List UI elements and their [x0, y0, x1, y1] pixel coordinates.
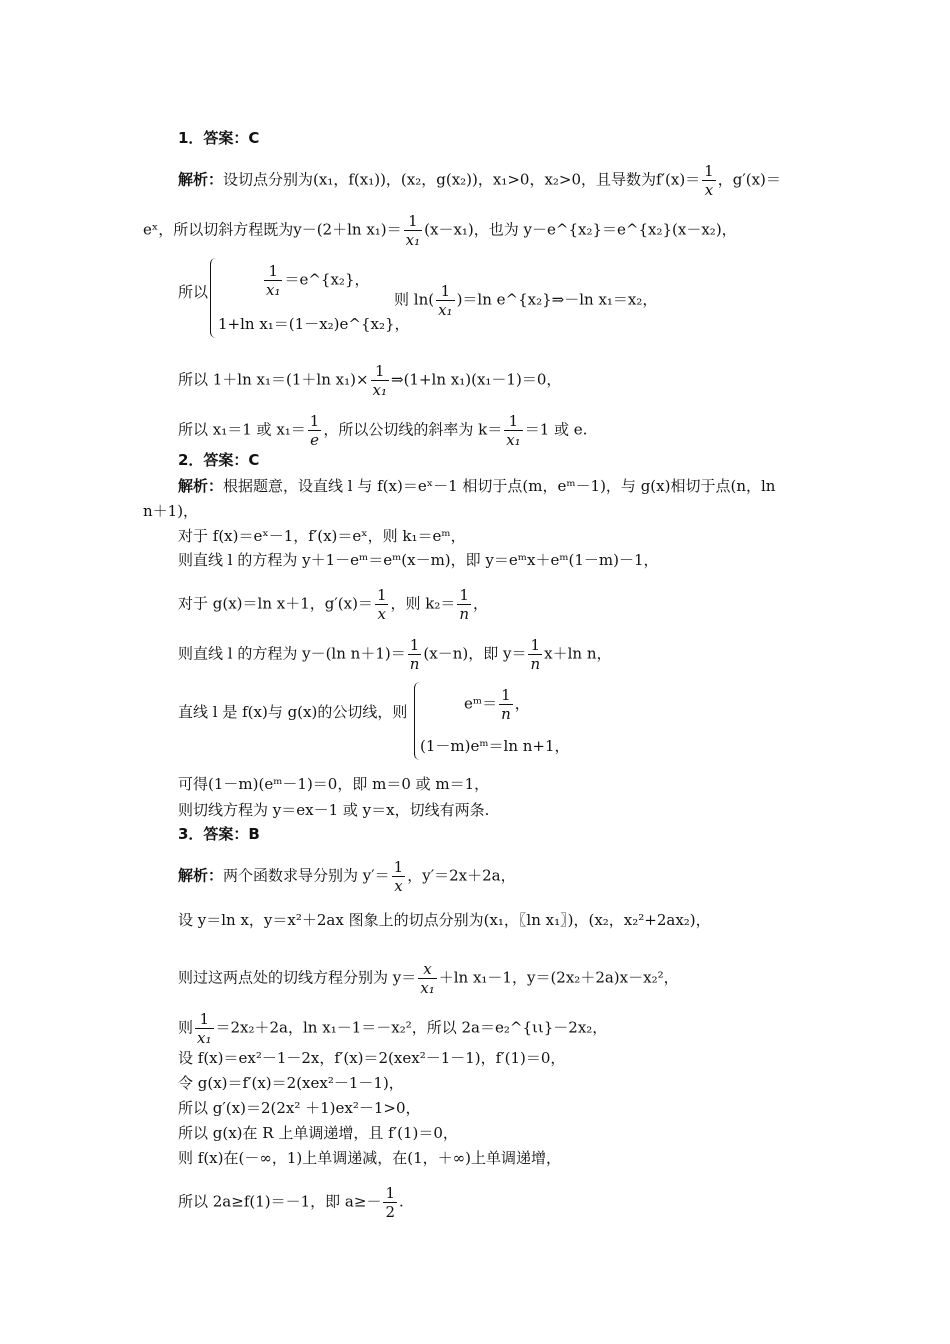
fraction: $\frac{1}{n}$: [501, 686, 511, 723]
q2-line5-text: 对于 g(x)＝ln x＋1，g′(x)＝: [178, 594, 373, 613]
fraction: $\frac{1}{x}$: [393, 858, 404, 895]
q1-line5-text: 所以 x₁＝1 或 x₁＝: [178, 420, 306, 439]
fraction: $\frac{1}{\text{x₁}}$: [266, 262, 281, 299]
q3-line7: 所以 g′(x)＝2(2x² ＋1)ex²－1>0，: [178, 1099, 421, 1117]
q2-sys-prefix: 直线 l 是 f(x)与 g(x)的公切线，则: [178, 703, 408, 721]
q2-line1: [178, 476, 775, 496]
q1-sys-prefix: 所以: [178, 283, 209, 301]
q2-line8: 可得(1－m)(eᵐ－1)＝0，即 m＝0 或 m＝1，: [178, 775, 490, 793]
q1-line5-mid: ，所以公切线的斜率为 k＝: [323, 420, 503, 439]
q1-sys-row1: [262, 262, 370, 299]
fraction: $\frac{1}{x}$: [376, 586, 387, 623]
q3-line5: 设 f(x)＝ex²－1－2x，f′(x)＝2(xex²－1－1)，f′(1)＝0，: [178, 1049, 566, 1067]
q2-line6-text: 则直线 l 的方程为 y－(ln n＋1)＝: [178, 644, 406, 663]
q1-sys-then-text: 则 ln(: [394, 290, 435, 309]
q2-line4: 则直线 l 的方程为 y＋1－eᵐ＝eᵐ(x－m)，即 y＝eᵐx＋eᵐ(1－m)－1，: [178, 551, 659, 569]
fraction: $\frac{1}{\text{x₁}}$: [506, 412, 521, 449]
q1-line2-text: eˣ，所以切斜方程既为y－(2＋ln x₁)＝: [143, 220, 402, 239]
q2-line2: n＋1)，: [143, 502, 199, 520]
q1-line1-text: 设切点分别为(x₁，f(x₁))，(x₂，g(x₂))，x₁>0，x₂>0，且导数为f′(x)＝: [223, 170, 701, 189]
fraction: $\frac{1}{\text{x₁}}$: [405, 212, 421, 249]
fraction: $\frac{1}{\text{x₁}}$: [372, 362, 388, 399]
q1-system-brace: [210, 258, 217, 338]
q1-label: 解析：: [178, 170, 224, 189]
q2-sys-row1: [464, 686, 530, 723]
q2-line5: [178, 586, 488, 623]
q2-sys-row1-text: eᵐ＝: [464, 694, 498, 713]
q3-line10: [178, 1184, 404, 1221]
q1-line2: [143, 212, 737, 249]
q2-line6: [178, 636, 612, 673]
q1-sys-row2: 1+ln x₁＝(1－x₂)e^{x₂}，: [218, 315, 410, 333]
q2-line3: 对于 f(x)＝eˣ－1，f′(x)＝eˣ，则 k₁＝eᵐ，: [178, 527, 466, 545]
fraction: $\frac{1}{\text{x₁}}$: [197, 1010, 212, 1047]
fraction: $\frac{1}{n}$: [409, 636, 420, 673]
q1-line2-mid: (x－x₁)，也为 y－e^{x₂}＝e^{x₂}(x－x₂)，: [424, 220, 737, 239]
q1-sys-row1-text: ＝e^{x₂}，: [284, 270, 370, 289]
q3-line4-text: 则: [178, 1018, 194, 1037]
q3-line10-end: .: [399, 1192, 404, 1211]
q1-line1-end: ，g′(x)＝: [717, 170, 781, 189]
q3-header: 3．答案：B: [178, 825, 260, 843]
q2-line5-end: ，: [473, 594, 489, 613]
q3-line3-end: ＋ln x₁－1，y＝(2x₂＋2a)x－x₂²，: [438, 968, 679, 987]
q2-line9: 则切线方程为 y＝ex－1 或 y＝x，切线有两条.: [178, 801, 490, 819]
q3-line10-text: 所以 2a≥f(1)＝－1，即 a≥－: [178, 1192, 382, 1211]
fraction: $\frac{1}{n}$: [459, 586, 470, 623]
q2-header: 2．答案：C: [178, 451, 260, 469]
q2-line6-end: x＋ln n，: [544, 644, 612, 663]
q3-line4-end: ＝2x₂＋2a，ln x₁－1＝－x₂²，所以 2a＝e₂^{ιι}－2x₂，: [215, 1018, 608, 1037]
q3-line3-text: 则过这两点处的切线方程分别为 y＝: [178, 968, 417, 987]
q2-line6-mid: (x－n)，即 y＝: [423, 644, 527, 663]
q3-line3: [178, 960, 679, 997]
q1-line1: [178, 162, 781, 199]
q1-sys-then: [394, 282, 657, 319]
q3-label: 解析：: [178, 866, 224, 885]
q3-line9: 则 f(x)在(－∞，1)上单调递减，在(1，＋∞)上单调递增，: [178, 1149, 561, 1167]
q3-line1-text: 两个函数求导分别为 y′＝: [223, 866, 390, 885]
q2-line1-text: 根据题意，设直线 l 与 f(x)＝eˣ－1 相切于点(m，eᵐ－1)，与 g(x)相切于点(n，ln: [223, 477, 776, 495]
q1-line5-end: ＝1 或 e.: [524, 420, 588, 439]
q1-sys-then-end: )＝ln e^{x₂}⇒－ln x₁＝x₂，: [456, 290, 658, 309]
fraction: $\frac{1}{e}$: [309, 412, 320, 449]
q1-line4: [178, 362, 561, 399]
fraction: $\frac{1}{\text{x₁}}$: [438, 282, 453, 319]
q2-sys-row2: (1－m)eᵐ＝ln n+1，: [420, 737, 570, 755]
q2-label: 解析：: [178, 477, 224, 495]
q3-line8: 所以 g(x)在 R 上单调递增，且 f′(1)＝0，: [178, 1124, 458, 1142]
q1-header: 1．答案：C: [178, 129, 260, 147]
fraction: $\frac{1}{2}$: [385, 1184, 395, 1221]
q1-line4-end: ⇒(1+ln x₁)(x₁－1)＝0，: [391, 370, 562, 389]
q1-line4-text: 所以 1＋ln x₁＝(1＋ln x₁)×: [178, 370, 369, 389]
q3-line4: [178, 1010, 607, 1047]
q2-line5-mid: ，则 k₂＝: [390, 594, 456, 613]
comma: ，: [514, 694, 530, 713]
fraction: $\frac{1}{x}$: [704, 162, 714, 199]
fraction: $\frac{x}{\text{x₁}}$: [420, 960, 435, 997]
q3-line1-end: ，y′＝2x＋2a，: [407, 866, 516, 885]
fraction: $\frac{1}{n}$: [530, 636, 541, 673]
q3-line6: 令 g(x)＝f′(x)＝2(xex²－1－1)，: [178, 1074, 404, 1092]
q1-line5: [178, 412, 587, 449]
q3-line1: [178, 858, 516, 895]
q3-line2: 设 y＝ln x，y＝x²＋2ax 图象上的切点分别为(x₁，〖ln x₁〗)，(x₂，x₂²+2ax₂)，: [178, 911, 711, 929]
